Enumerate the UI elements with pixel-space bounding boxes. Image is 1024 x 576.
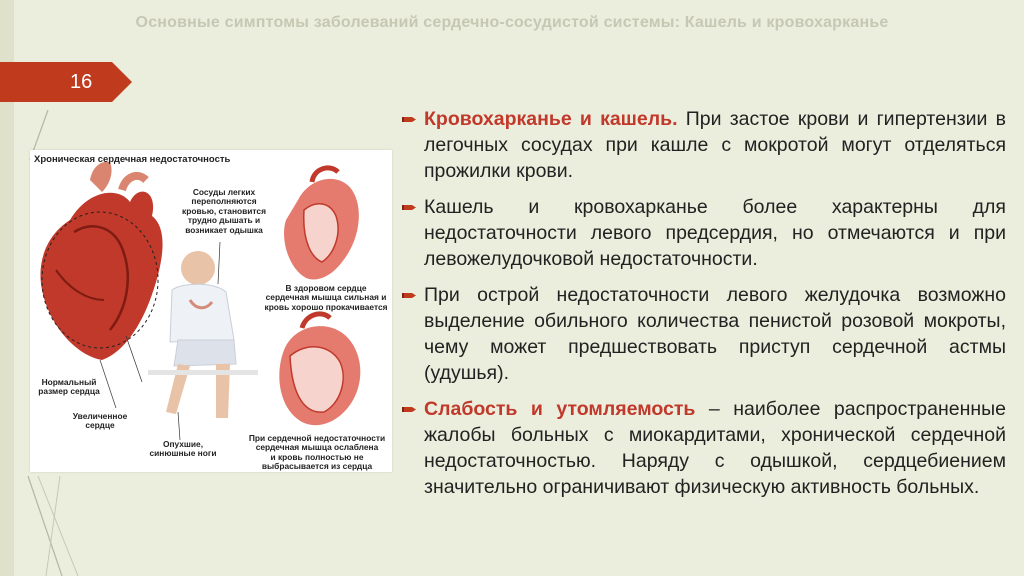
bullet-text: При острой недостаточности левого желудочка возможно выделение обильного количества пенистой розовой мокроты, чему может предшествовать приступ сердечной астмы (удушья). bbox=[424, 284, 1006, 384]
page-number-tag bbox=[0, 62, 132, 102]
bullet-item bbox=[402, 194, 1006, 272]
bullet-item bbox=[402, 106, 1006, 184]
page-number: 16 bbox=[70, 71, 93, 93]
bullet-text: – наиболее распространенные жалобы больных с миокардитами, хронической сердечной недостаточностью. Наряду с одышкой, сердцебиением значительно ограничивают физическую активность больных. bbox=[424, 398, 1006, 498]
label-enlarged-heart: Увеличенное сердце bbox=[72, 411, 128, 431]
label-swollen-legs: Опухшие, синюшные ноги bbox=[149, 439, 217, 459]
figure-title: Хроническая сердечная недостаточность bbox=[34, 154, 231, 165]
healthy-heart-drawing bbox=[284, 168, 359, 280]
label-lungs: Сосуды легких переполняются кровью, становится трудно дышать и возникает одышка bbox=[182, 187, 266, 235]
label-failing-heart: При сердечной недостаточности сердечная мышца ослаблена и кровь полностью не выбрасывается из сердца bbox=[248, 433, 386, 472]
pencil-bullet-icon bbox=[402, 291, 416, 300]
enlarged-heart-drawing bbox=[40, 162, 162, 360]
pencil-bullet-icon bbox=[402, 115, 416, 124]
pencil-bullet-icon bbox=[402, 405, 416, 414]
bullet-text: Кашель и кровохарканье более характерны для недостаточности левого предсердия, но отмечаются и при левожелудочковой недостаточности. bbox=[424, 196, 1006, 270]
slide-title: Основные симптомы заболеваний сердечно-сосудистой системы: Кашель и кровохарканье bbox=[135, 14, 889, 31]
label-normal-heart: Нормальный размер сердца bbox=[38, 377, 100, 397]
bullet-list bbox=[402, 106, 1006, 510]
label-healthy-heart: В здоровом сердце сердечная мышца сильная и кровь хорошо прокачивается bbox=[264, 283, 388, 312]
bullet-lead: Слабость и утомляемость bbox=[424, 398, 696, 420]
bullet-item bbox=[402, 396, 1006, 500]
pencil-bullet-icon bbox=[402, 203, 416, 212]
bullet-text: При застое крови и гипертензии в легочных сосудах при кашле с мокротой могут отделяться прожилки крови. bbox=[424, 108, 1006, 182]
bullet-lead: Кровохарканье и кашель. bbox=[424, 108, 678, 130]
patient-figure bbox=[148, 251, 258, 418]
heart-failure-illustration bbox=[30, 150, 392, 472]
bullet-item bbox=[402, 282, 1006, 386]
failing-heart-drawing bbox=[279, 314, 360, 425]
